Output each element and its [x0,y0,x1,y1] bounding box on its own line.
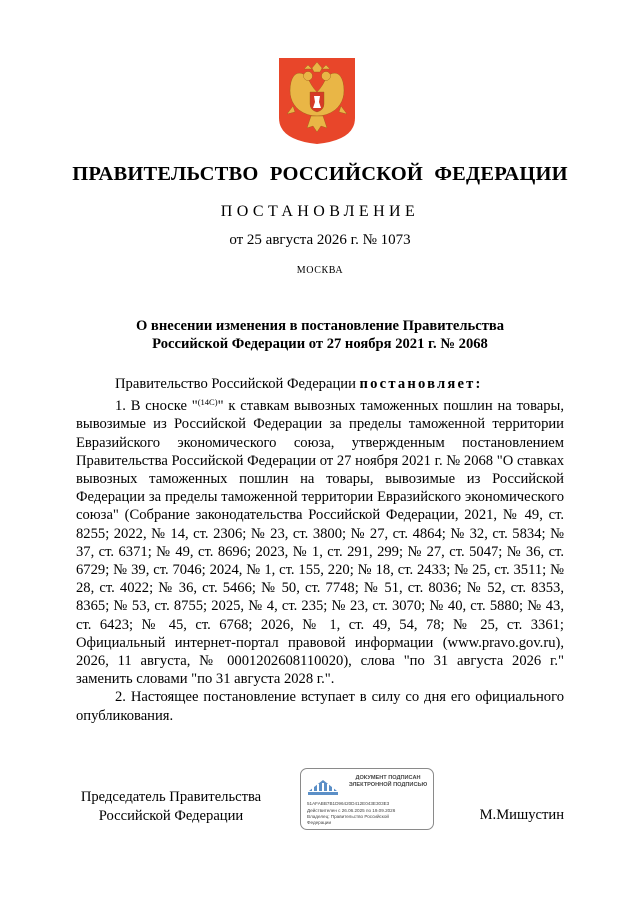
paragraph-1-start: 1. В сноске " [115,398,198,415]
signature-stamp-icon [306,775,340,797]
document-body [76,375,564,725]
stamp-owner-line-1: Владелец: Правительство Российской [307,814,389,819]
document-date-number: от 25 августа 2026 г. № 1073 [229,232,411,248]
subject-line-1: О внесении изменения в постановление Правительства [135,318,505,334]
stamp-validity: Действителен с 26.06.2025 по 19.09.2026 [307,808,396,813]
position-line-2: Российской Федерации [98,808,244,824]
stamp-title-line-1: ДОКУМЕНТ ПОДПИСАН [355,775,421,781]
signatory-position [76,788,266,826]
coat-of-arms-emblem [277,56,357,146]
document-subject [0,317,640,353]
stamp-certificate: 51AFABB7B1D96420D412E043E303E3 [307,801,390,806]
intro-text: Правительство Российской Федерации [115,376,360,392]
subject-line-2: Российской Федерации от 27 ноября 2021 г. № 2068 [152,336,488,352]
footnote-reference: (14С) [197,397,218,408]
government-title: ПРАВИТЕЛЬСТВО РОССИЙСКОЙ ФЕДЕРАЦИИ [72,163,568,185]
paragraph-1 [76,393,564,688]
stamp-title-line-2: ЭЛЕКТРОННОЙ ПОДПИСЬЮ [348,782,428,788]
document-city: МОСКВА [296,265,344,276]
stamp-owner-line-2: Федерации [307,820,332,825]
electronic-signature-stamp [300,768,434,830]
position-line-1: Председатель Правительства [80,789,262,805]
paragraph-1-text: " к ставкам вывозных таможенных пошлин на товары, вывозимые из Российской Федерации за пределы таможенной территории Евразийского экономического союза, утвержденным постановлением Правительства Российской Федерации от 27 ноября 2021 г. № 2068 "О ставках вывозных таможенных пошлин на товары, вывозимые из Российской Федерации за пределы таможенной территории Евразийского экономического союза" (Собрание законодательства Российской Федерации, 2021, № 49, ст. 8255; 2022, № 14, ст. 2306; № 23, ст. 3800; № 27, ст. 4864; № 32, ст. 5834; № 37, ст. 6371; № 49, ст. 8696; 2023, № 1, ст. 291, 299; № 27, ст. 5047; № 36, ст. 6729; № 39, ст. 7046; 2024, № 1, ст. 155, 220; № 18, ст. 2433; № 25, ст. 3511; № 28, ст. 4022; № 36, ст. 5466; № 50, ст. 7748; № 51, ст. 8036; № 52, ст. 8353, 8365; № 53, ст. 8755; 2025, № 4, ст. 235; № 23, ст. 3070; № 40, ст. 5880; № 43, ст. 6423; № 45, ст. 6768; 2026, № 1, ст. 49, 54, 78; № 25, ст. 3361; Официальный интернет-портал правовой информации (www.pravo.gov.ru), 2026, 11 августа, № 0001202608110020), слова "по 31 августа 2026 г." заменить словами "по 31 августа 2028 г.". [76,398,564,688]
document-type: ПОСТАНОВЛЕНИЕ [220,203,420,220]
stamp-title [345,775,431,789]
decree-intro [76,375,564,393]
decree-word: постановляет: [359,376,483,392]
paragraph-2: 2. Настоящее постановление вступает в силу со дня его официального опубликования. [76,689,564,724]
signatory-name: М.Мишустин [479,807,564,823]
